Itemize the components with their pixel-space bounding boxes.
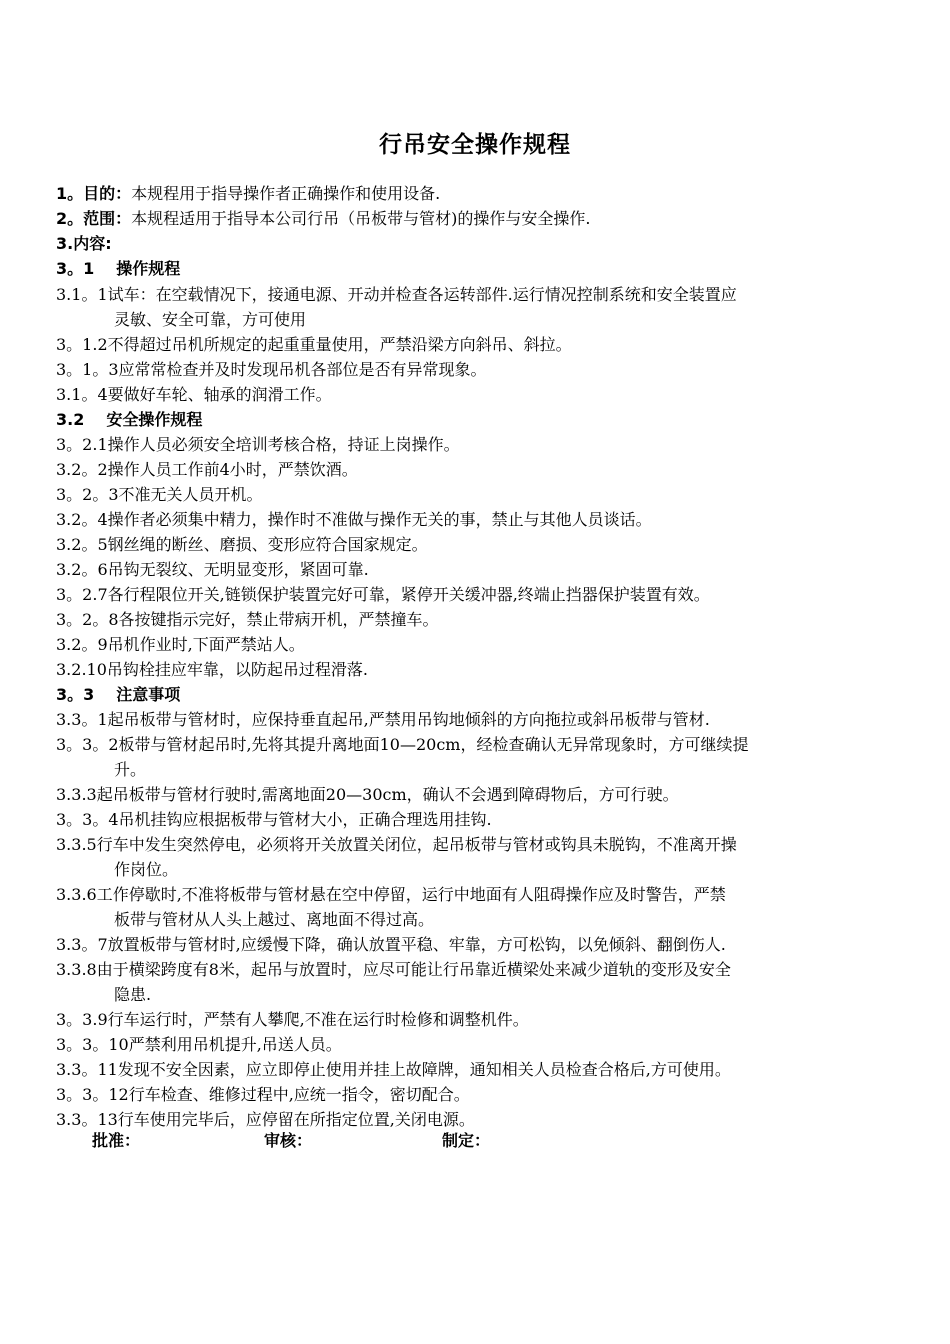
section-2-item: 3。2.7各行程限位开关,链锁保护装置完好可靠，紧停开关缓冲器,终端止挡器保护装置有效。: [56, 585, 710, 604]
page-title: 行吊安全操作规程: [379, 132, 571, 158]
section-3-item: 3.3。11发现不安全因素，应立即停止使用并挂上故障牌，通知相关人员检查合格后,方可使用。: [56, 1060, 731, 1079]
section-3-item: 3。3。4吊机挂钩应根据板带与管材大小，正确合理选用挂钩.: [56, 810, 492, 829]
section-3-item: 3。3。12行车检查、维修过程中,应统一指令，密切配合。: [56, 1085, 470, 1104]
section-2-item: 3.2。2操作人员工作前4小时，严禁饮酒。: [56, 460, 358, 479]
section-3-item: 3。3。10严禁利用吊机提升,吊送人员。: [56, 1035, 342, 1054]
section-3-item: 3。3.9行车运行时，严禁有人攀爬,不准在运行时检修和调整机件。: [56, 1010, 529, 1029]
section-2-item: 3。2.1操作人员必须安全培训考核合格，持证上岗操作。: [56, 435, 460, 454]
section-3-item-continued: 作岗位。: [114, 860, 179, 879]
section-1-number: 3。1: [56, 259, 95, 278]
section-2-heading: [56, 409, 202, 431]
section-3-title: 注意事项: [116, 685, 181, 704]
section-3-item-continued: 升。: [114, 760, 147, 779]
section-3-item-continued: 隐患.: [114, 985, 152, 1004]
section-1-heading: [56, 258, 180, 280]
section-2-item: 3。2。8各按键指示完好，禁止带病开机，严禁撞车。: [56, 610, 439, 629]
section-3-item: 3.3.8由于横梁跨度有8米，起吊与放置时，应尽可能让行吊靠近横梁处来减少道轨的变形及安全: [56, 960, 731, 979]
section-2-item: 3.2。6吊钩无裂纹、无明显变形，紧固可靠.: [56, 560, 369, 579]
section-3-item: 3.3。13行车使用完毕后，应停留在所指定位置,关闭电源。: [56, 1110, 475, 1129]
section-1-item: 3.1。1试车：在空载情况下，接通电源、开动并检查各运转部件.运行情况控制系统和安全装置应: [56, 285, 737, 304]
section-3-heading: [56, 684, 180, 706]
section-3-item: 3.3。7放置板带与管材时,应缓慢下降，确认放置平稳、牢靠，方可松钩，以免倾斜、翻倒伤人.: [56, 935, 726, 954]
section-2-item: 3。2。3不准无关人员开机。: [56, 485, 263, 504]
section-3-item: 3.3.6工作停歇时,不准将板带与管材悬在空中停留，运行中地面有人阻碍操作应及时警告，严禁: [56, 885, 726, 904]
scope-label: 2。范围：: [56, 209, 132, 228]
content-heading: 3.内容:: [56, 234, 112, 253]
section-3-item: 3.3.3起吊板带与管材行驶时,需离地面20—30cm，确认不会遇到障碍物后，方可行驶。: [56, 785, 679, 804]
section-2-item: 3.2。9吊机作业时,下面严禁站人。: [56, 635, 305, 654]
scope-line: [56, 208, 590, 230]
section-2-item: 3.2.10吊钩栓挂应牢靠，以防起吊过程滑落.: [56, 660, 368, 679]
section-3-item-continued: 板带与管材从人头上越过、离地面不得过高。: [114, 910, 435, 929]
section-1-title: 操作规程: [116, 259, 181, 278]
section-3-item: 3.3.5行车中发生突然停电，必须将开关放置关闭位，起吊板带与管材或钩具未脱钩，不准离开操: [56, 835, 737, 854]
section-1-item-continued: 灵敏、安全可靠，方可使用: [114, 310, 307, 329]
section-3-item: 3.3。1起吊板带与管材时，应保持垂直起吊,严禁用吊钩地倾斜的方向拖拉或斜吊板带与管材.: [56, 710, 710, 729]
section-1-item: 3。1。3应常常检查并及时发现吊机各部位是否有异常现象。: [56, 360, 487, 379]
prepare-label: 制定：: [442, 1131, 491, 1150]
purpose-line: [56, 183, 440, 205]
section-1-item: 3。1.2不得超过吊机所规定的起重重量使用，严禁沿梁方向斜吊、斜拉。: [56, 335, 572, 354]
scope-text: 本规程适用于指导本公司行吊（吊板带与管材)的操作与安全操作.: [131, 209, 591, 228]
section-2-number: 3.2: [56, 410, 85, 429]
section-3-number: 3。3: [56, 685, 95, 704]
section-2-title: 安全操作规程: [106, 410, 203, 429]
section-3-item: 3。3。2板带与管材起吊时,先将其提升离地面10—20cm，经检查确认无异常现象时，方可继续提: [56, 735, 749, 754]
purpose-text: 本规程用于指导操作者正确操作和使用设备.: [131, 184, 441, 203]
section-2-item: 3.2。5钢丝绳的断丝、磨损、变形应符合国家规定。: [56, 535, 428, 554]
purpose-label: 1。目的：: [56, 184, 132, 203]
section-1-item: 3.1。4要做好车轮、轴承的润滑工作。: [56, 385, 332, 404]
approve-label: 批准：: [92, 1131, 141, 1150]
section-2-item: 3.2。4操作者必须集中精力，操作时不准做与操作无关的事，禁止与其他人员谈话。: [56, 510, 652, 529]
review-label: 审核：: [264, 1131, 313, 1150]
